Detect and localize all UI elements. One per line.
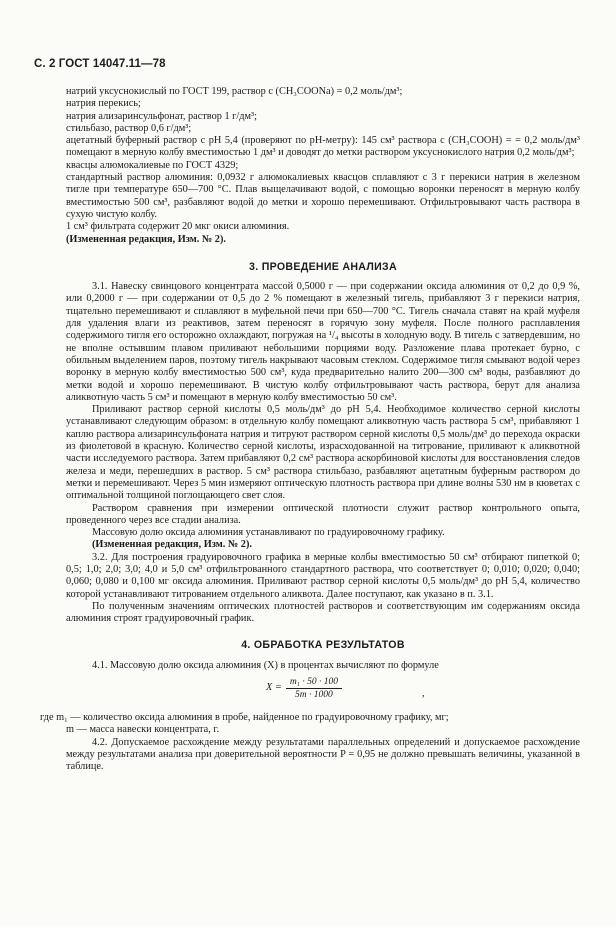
paragraph-mass-fraction: Массовую долю оксида алюминия устанавливают по градуировочному графику. xyxy=(92,527,445,539)
formula-tail: , xyxy=(422,688,425,700)
paragraph-3-1-cont: Приливают раствор серной кислоты 0,5 моль/дм³ до pH 5,4. Необходимое количество серной кислоты устанавливают следующим образом: в отдельную колбу помещают аликвотную часть раствора 5 см³, прибавляют 1 каплю раствора ализаринсульфоната натрия и титруют раствором серной кислоты 0,5 моль/дм³ до перехода окраски из фиолетовой в красную. Количество серной кислоты, израсходованной на титрование, приливают к аликвотной части исследуемого раствора. Затем прибавляют 0,2 см³ раствора аскорбиновой кислоты для восстановления следов железа и меди, перешедших в раствор. 5 см³ раствора стильбазо, разбавляют ацетатным буферным раствором до метки и перемешивают. Через 5 мин измеряют оптическую плотность раствора при длине волны 530 нм в кюветах с оптимальной толщиной поглощающего свет слоя. xyxy=(66,404,580,502)
formula-fraction xyxy=(286,676,342,701)
paragraph-calibration-graph: По полученным значениям оптических плотностей растворов и соответствующим им содержаниям оксида алюминия строят градуировочный график. xyxy=(66,600,580,625)
reagent-item: квасцы алюмокалиевые по ГОСТ 4329; xyxy=(66,159,239,171)
formula-lhs: X = xyxy=(266,682,282,694)
edit-note: (Измененная редакция, Изм. № 2). xyxy=(66,233,226,245)
page-header: С. 2 ГОСТ 14047.11—78 xyxy=(34,58,166,70)
legend-m: m — масса навески концентрата, г. xyxy=(66,724,220,736)
reagent-note: 1 см³ фильтрата содержит 20 мкг окиси алюминия. xyxy=(66,221,290,233)
edit-note: (Измененная редакция, Изм. № 2). xyxy=(92,539,252,551)
reagent-item: ацетатный буферный раствор с pH 5,4 (проверяют по pH-метру): 145 см³ раствора с (CH₃COOH) = = 0,2 моль/дм³ помещают в мерную колбу вместимостью 1 дм³ и доводят до метки раствором уксуснокислого натрия 0,2 моль/дм³; xyxy=(66,135,580,159)
legend-m1: где m₁ — количество оксида алюминия в пробе, найденное по градуировочному графику, мг; xyxy=(40,712,449,724)
reagent-item: натрия ализаринсульфонат, раствор 1 г/дм³; xyxy=(66,110,257,122)
document-body xyxy=(40,86,580,774)
reagent-item: стильбазо, раствор 0,6 г/дм³; xyxy=(66,122,192,134)
reagent-item: стандартный раствор алюминия: 0,0932 г алюмокалиевых квасцов сплавляют с 3 г перекиси натрия в железном тигле при температуре 650—700 °С. Плав выщелачивают водой, с помощью воронки переносят в мерную колбу вместимостью 500 см³, разбавляют водой до метки и хорошо перемешивают. Отфильтровывают часть раствора в сухую чистую колбу. xyxy=(66,172,580,220)
formula-denominator: 5m · 1000 xyxy=(295,690,333,701)
section-3-heading: 3. ПРОВЕДЕНИЕ АНАЛИЗА xyxy=(249,260,397,273)
section-4-heading: 4. ОБРАБОТКА РЕЗУЛЬТАТОВ xyxy=(241,639,405,652)
paragraph-3-1: 3.1. Навеску свинцового концентрата массой 0,5000 г — при содержании оксида алюминия от 0,2 до 0,9 %, или 0,2000 г — при содержании от 0,5 до 2 % помещают в железный тигель, прибавляют 3 г перекиси натрия, тщательно перемешивают и сплавляют в муфельной печи при 650—700 °С. Тигель сначала ставят на край муфеля для удаления влаги из реактивов, затем переносят в горячую зону муфеля. После полного расплавления содержимого тигля его осторожно охлаждают, погружая на ¹/₄ высоты в холодную воду. В тигель с затвердевшим, но не вполне остывшим плавом приливают небольшими порциями воду. Разложение плава протекает бурно, с обильным выделением паров, поэтому тигель накрывают часовым стеклом. Содержимое тигля смывают водой через воронку в мерную колбу вместимостью 500 см³, куда предварительно налито 200—300 см³ воды, разбавляют до метки водой и хорошо перемешивают. В чистую колбу отфильтровывают часть раствора, берут для анализа аликвотную часть 5 см³ и помещают в мерную колбу вместимостью 50 см³. xyxy=(66,281,580,403)
reagent-item: натрий уксуснокислый по ГОСТ 199, раствор с (CH₃COONa) = 0,2 моль/дм³; xyxy=(66,86,403,97)
paragraph-reference-solution: Раствором сравнения при измерении оптической плотности служит раствор контрольного опыта, проведенного через все стадии анализа. xyxy=(66,502,580,526)
paragraph-4-1: 4.1. Массовую долю оксида алюминия (X) в процентах вычисляют по формуле xyxy=(92,659,439,671)
paragraph-4-2: 4.2. Допускаемое расхождение между результатами параллельных определений и допускаемое расхождение между результатами анализа при доверительной вероятности P = 0,95 не должно превышать величины, указанной в таблице. xyxy=(66,736,580,773)
paragraph-3-2: 3.2. Для построения градуировочного графика в мерные колбы вместимостью 50 см³ отбирают пипеткой 0; 0,5; 1,0; 2,0; 3,0; 4,0 и 5,0 см³ отфильтрованного стандартного раствора, что соответствует 0; 0,010; 0,020; 0,040; 0,060; 0,080 и 0,100 мг оксида алюминия. Приливают раствор серной кислоты 0,5 моль/дм³ до pH 5,4, количество которой устанавливают титрованием отдельного аликвота. Далее поступают, как указано в п. 3.1. xyxy=(66,551,580,600)
formula xyxy=(66,676,580,706)
reagent-item: натрия перекись; xyxy=(66,98,141,110)
formula-numerator: m₁ · 50 · 100 xyxy=(286,676,342,689)
